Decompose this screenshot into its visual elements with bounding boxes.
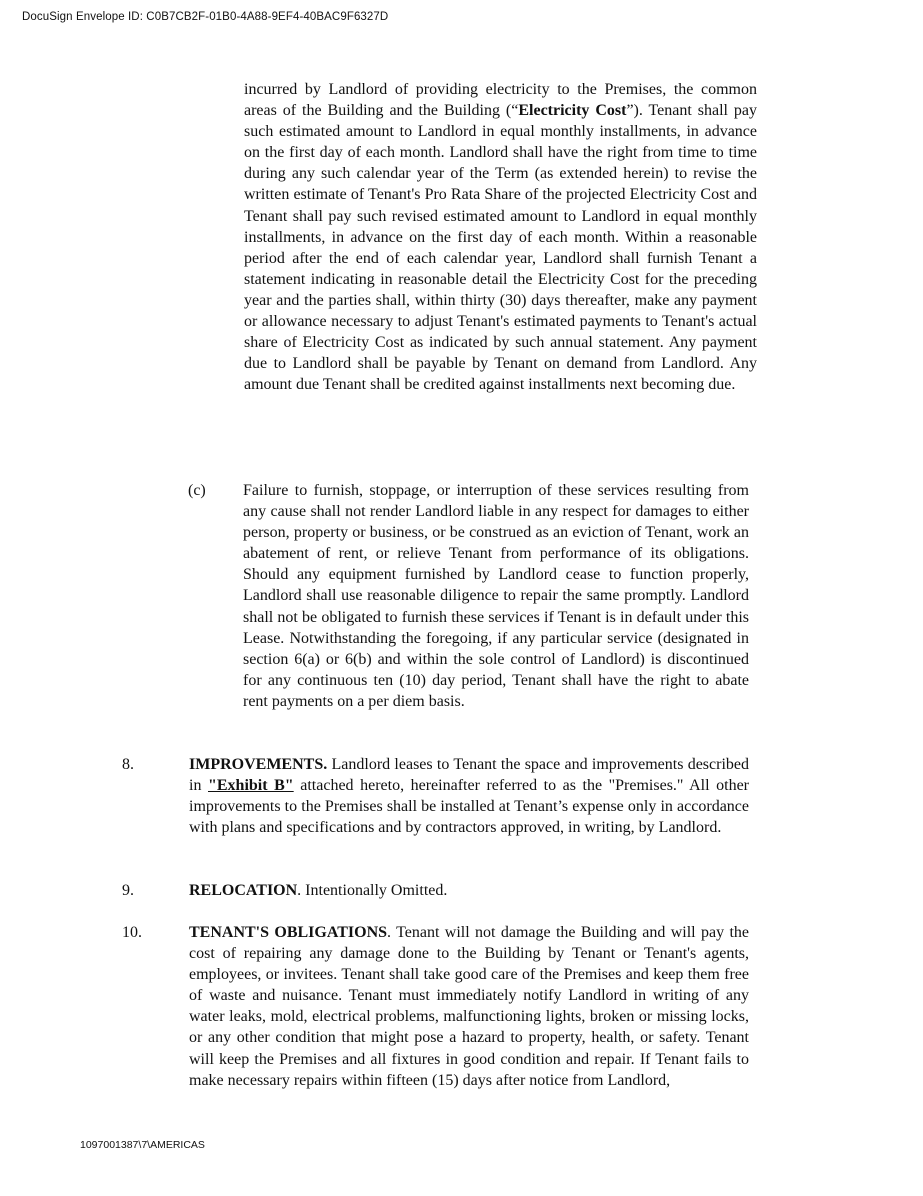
exhibit-b-reference: "Exhibit B" xyxy=(208,777,294,795)
document-footer-id: 1097001387\7\AMERICAS xyxy=(80,1139,205,1151)
section-8-body xyxy=(189,754,749,838)
section-8-text-after: attached hereto, hereinafter referred to as the "Premises." All other improvements to the Premises shall be installed at Tenant’s expense only in accordance with plans and specifications and by contractors approved, in writing, by Landlord. xyxy=(189,777,749,837)
section-8-number: 8. xyxy=(122,756,134,773)
section-10-heading: TENANT'S OBLIGATIONS xyxy=(189,924,388,941)
section-8-heading: IMPROVEMENTS. xyxy=(189,756,328,773)
section-9-heading: RELOCATION xyxy=(189,882,298,899)
section-10-text: . Tenant will not damage the Building and will pay the cost of repairing any damage done to the Building by Tenant or Tenant's agents, employees, or invitees. Tenant shall take good care of the Premises and keep them free of waste and nuisance. Tenant must immediately notify Landlord in writing of any water leaks, mold, electrical problems, malfunctioning lights, broken or missing locks, or any other condition that might pose a hazard to property, health, or safety. Tenant will keep the Premises and all fixtures in good condition and repair. If Tenant fails to make necessary repairs within fifteen (15) days after notice from Landlord, xyxy=(189,924,750,1089)
subsection-c-text: Failure to furnish, stoppage, or interruption of these services resulting from any cause shall not render Landlord liable in any respect for damages to either person, property or business, or be construed as an eviction of Tenant, work an abatement of rent, or relieve Tenant from performance of its obligations. Should any equipment furnished by Landlord cease to function properly, Landlord shall use reasonable diligence to repair the same promptly. Landlord shall not be obligated to furnish these services if Tenant is in default under this Lease. Notwithstanding the foregoing, if any particular service (designated in section 6(a) or 6(b) and within the sole control of Landlord) is discontinued for any continuous ten (10) day period, Tenant shall have the right to abate rent payments on a per diem basis. xyxy=(243,482,749,710)
section-10-number: 10. xyxy=(122,924,142,941)
section-9-text: . Intentionally Omitted. xyxy=(297,882,448,899)
section-9-body xyxy=(189,880,749,901)
section-8-text-before: Landlord leases to Tenant the space and improvements described in xyxy=(189,756,749,795)
subsection-b-text-after: ”). Tenant shall pay such estimated amount to Landlord in equal monthly installments, in advance on the first day of each month. Landlord shall have the right from time to time during any such calendar year of the Term (as extended herein) to revise the written estimate of Tenant's Pro Rata Share of the projected Electricity Cost and Tenant shall pay such revised estimated amount to Landlord in equal monthly installments, in advance on the first day of each month. Within a reasonable period after the end of each calendar year, Landlord shall furnish Tenant a statement indicating in reasonable detail the Electricity Cost for the preceding year and the parties shall, within thirty (30) days thereafter, make any payment or allowance necessary to adjust Tenant's estimated payments to Tenant's actual share of Electricity Cost as indicated by such annual statement. Any payment due to Landlord shall be payable by Tenant on demand from Landlord. Any amount due Tenant shall be credited against installments next becoming due. xyxy=(244,102,758,394)
subsection-b-text-before: incurred by Landlord of providing electricity to the Premises, the common areas of the Building and the Building (“ xyxy=(244,81,757,120)
section-9-number: 9. xyxy=(122,882,134,899)
section-10-body xyxy=(189,922,749,1091)
defined-term-electricity-cost: Electricity Cost xyxy=(518,102,627,120)
subsection-c-label: (c) xyxy=(188,482,206,499)
docusign-envelope-id: DocuSign Envelope ID: C0B7CB2F-01B0-4A88-9EF4-40BAC9F6327D xyxy=(22,11,389,23)
subsection-b-continued xyxy=(244,79,757,395)
